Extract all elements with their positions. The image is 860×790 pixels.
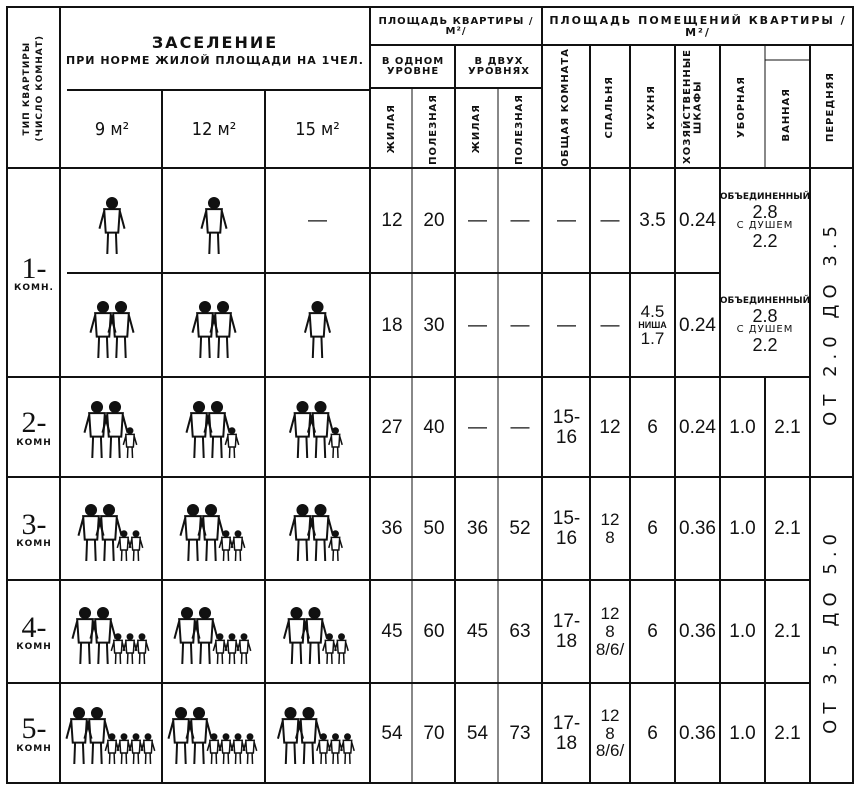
- row-2-closets: 0.24: [679, 314, 716, 336]
- row-5-l1: 45: [381, 621, 403, 643]
- row-5-bath: 2.1: [774, 621, 801, 643]
- bath-combined-row2: ОБЪЕДИНЕННЫЙ 2.8 С ДУШЕМ 2.2: [719, 296, 811, 355]
- row-6-bath: 2.1: [774, 722, 801, 744]
- type-1-label: КОМН.: [14, 283, 54, 294]
- family-pictogram-icon: [62, 685, 162, 782]
- family-pictogram-icon: [62, 275, 162, 376]
- family-pictogram-icon: [266, 479, 369, 579]
- hall-range-small: ОТ 2.0 ДО 3.5: [820, 220, 842, 426]
- row-4-common: 15-16: [552, 508, 581, 549]
- row-1-bed: —: [600, 210, 620, 232]
- row-6-toilet: 1.0: [729, 722, 756, 744]
- row-2-common: —: [557, 314, 576, 336]
- bath-header: ВАННАЯ: [781, 87, 793, 142]
- type-column-title: ТИП КВАРТИРЫ: [22, 41, 32, 135]
- row-4-l1: 36: [381, 518, 403, 540]
- row-1-u2: —: [510, 210, 530, 232]
- useful-header-1: ПОЛЕЗНАЯ: [427, 93, 439, 165]
- family-pictogram-icon: [164, 379, 264, 476]
- rooms-area-header: ПЛОЩАДЬ ПОМЕЩЕНИЙ КВАРТИРЫ /М²/: [549, 14, 847, 39]
- settlement-header: [62, 14, 368, 88]
- row-3-l2: —: [468, 416, 487, 438]
- family-pictogram-icon: [62, 379, 162, 476]
- norm-9: 9 м²: [94, 118, 130, 140]
- row-4-l2: 36: [466, 518, 489, 540]
- type-column-subtitle: (ЧИСЛО КОМНАТ): [35, 34, 45, 142]
- row-5-bed: 12: [600, 604, 620, 624]
- row-1-u1: 20: [423, 210, 445, 232]
- row-3-common: 15-16: [552, 406, 581, 448]
- row-2-kitchen: 4.5: [640, 301, 665, 321]
- kitchen-header: КУХНЯ: [646, 84, 658, 130]
- row-1-common: —: [557, 210, 576, 232]
- row-6-kitchen: 6: [647, 722, 658, 744]
- row-4-bed2: 8: [605, 528, 615, 547]
- row-3-kitchen: 6: [647, 416, 658, 438]
- family-pictogram-icon: [164, 582, 264, 682]
- row-5-kitchen: 6: [647, 621, 658, 643]
- row-3-closets: 0.24: [679, 416, 716, 438]
- row-4-kitchen: 6: [647, 518, 658, 540]
- row-3-u1: 40: [423, 416, 445, 438]
- family-pictogram-icon: [164, 685, 264, 782]
- family-pictogram-icon: [266, 685, 369, 782]
- row-2-l1: 18: [381, 314, 403, 336]
- row-2-kitchen_note: НИША: [638, 319, 667, 330]
- row-5-bed2: 8: [605, 622, 615, 642]
- row-6-bed: [591, 685, 629, 782]
- row-6-bed2: 8: [605, 723, 615, 743]
- row-3-bed: 12: [599, 416, 621, 438]
- row-5-closets: 0.36: [679, 621, 716, 643]
- row-1-l2: —: [468, 210, 487, 232]
- norm-15: 15 м²: [295, 118, 340, 140]
- row-1-kitchen: 3.5: [639, 210, 666, 232]
- row-5-u1: 60: [423, 621, 445, 643]
- hall-header: ПЕРЕДНЯЯ: [825, 71, 837, 143]
- settlement-subtitle: ПРИ НОРМЕ ЖИЛОЙ ПЛОЩАДИ НА 1ЧЕЛ.: [66, 54, 364, 68]
- bath-combined-row1: ОБЪЕДИНЕННЫЙ 2.8 С ДУШЕМ 2.2: [719, 192, 811, 251]
- row-4-u2: 52: [509, 518, 531, 540]
- family-pictogram-icon: [266, 582, 369, 682]
- row-3-u2: —: [510, 416, 530, 438]
- row-5-l2: 45: [466, 621, 489, 643]
- row-5-common: 17-18: [552, 611, 581, 652]
- row-2-l2: —: [468, 314, 487, 336]
- family-pictogram-icon: [62, 479, 162, 579]
- row-5-bed3: 8/6/: [595, 639, 625, 659]
- row-3-toilet: 1.0: [729, 416, 756, 438]
- row-6-common: 17-18: [552, 712, 581, 754]
- row-4-bed: 12: [600, 510, 620, 530]
- toilet-header: УБОРНАЯ: [736, 76, 748, 138]
- row-4-bed: [591, 479, 629, 579]
- row-2-kitchen: [631, 275, 674, 376]
- no-occupancy-dash: —: [308, 210, 327, 232]
- row-4-bath: 2.1: [774, 518, 801, 540]
- row-5-toilet: 1.0: [729, 621, 756, 643]
- row-4-toilet: 1.0: [729, 518, 756, 540]
- row-6-l2: 54: [466, 722, 489, 744]
- settlement-title: ЗАСЕЛЕНИЕ: [151, 33, 279, 53]
- family-pictogram-icon: [266, 379, 369, 476]
- row-2-u1: 30: [423, 314, 445, 336]
- family-pictogram-icon: [164, 479, 264, 579]
- useful-header-2: ПОЛЕЗНАЯ: [513, 93, 525, 165]
- family-pictogram-icon: [164, 170, 264, 272]
- type-2-room: 2- КОМН: [16, 406, 52, 448]
- row-2-bed: —: [600, 314, 620, 336]
- family-pictogram-icon: [62, 582, 162, 682]
- row-3-bath: 2.1: [774, 416, 801, 438]
- type-column-header: [8, 8, 60, 168]
- row-6-u2: 73: [509, 722, 531, 744]
- type-4-room: 4- КОМН: [16, 610, 52, 653]
- bedroom-header: СПАЛЬНЯ: [603, 75, 615, 139]
- type-3-room: 3- КОМН: [16, 507, 52, 550]
- row-3-l1: 27: [381, 416, 403, 438]
- apartment-area-header: ПЛОЩАДЬ КВАРТИРЫ /М²/: [378, 15, 534, 37]
- common-room-header: ОБЩАЯ КОМНАТА: [560, 47, 572, 167]
- living-header-2: ЖИЛАЯ: [471, 104, 483, 154]
- row-2-u2: —: [510, 314, 530, 336]
- two-levels-header: В ДВУХ УРОВНЯХ: [468, 55, 530, 77]
- row-6-bed: 12: [600, 705, 620, 725]
- row-6-u1: 70: [423, 722, 445, 744]
- hall-range-large: ОТ 3.5 ДО 5.0: [820, 527, 842, 734]
- row-1-closets: 0.24: [679, 210, 716, 232]
- row-5-bed: [591, 582, 629, 682]
- row-1-l1: 12: [381, 210, 403, 232]
- family-pictogram-icon: [164, 275, 264, 376]
- family-pictogram-icon: [266, 275, 369, 376]
- row-5-u2: 63: [509, 621, 531, 643]
- norm-12: 12 м²: [191, 118, 237, 140]
- living-header-1: ЖИЛАЯ: [385, 104, 397, 154]
- row-6-bed3: 8/6/: [595, 741, 625, 761]
- row-4-u1: 50: [423, 518, 445, 540]
- row-6-l1: 54: [381, 722, 403, 744]
- type-1-number: 1-: [21, 251, 47, 285]
- type-1-room: [8, 170, 60, 376]
- row-4-closets: 0.36: [679, 518, 716, 540]
- type-5-room: 5- КОМН: [16, 712, 52, 754]
- row-6-closets: 0.36: [679, 722, 716, 744]
- closets-header: ХОЗЯЙСТВЕННЫЕ ШКАФЫ: [681, 49, 703, 165]
- family-pictogram-icon: [62, 170, 162, 272]
- one-level-header: В ОДНОМ УРОВНЕ: [381, 55, 445, 77]
- row-2-kitchen_extra: 1.7: [640, 329, 665, 349]
